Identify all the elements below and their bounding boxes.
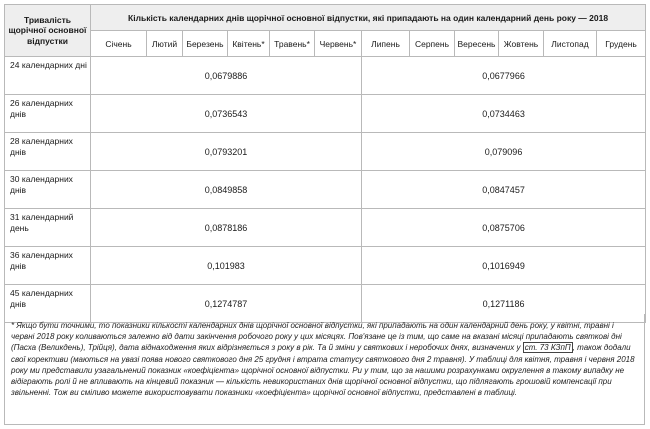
table-row <box>5 209 646 247</box>
row-label: 36 календарних днів <box>5 247 91 285</box>
months-row <box>5 31 646 57</box>
value-first-half: 0,0849858 <box>91 171 362 209</box>
month-header: Квітень* <box>228 31 270 57</box>
month-header: Серпень <box>410 31 455 57</box>
month-header: Вересень <box>455 31 499 57</box>
table-row <box>5 247 646 285</box>
row-label: 26 календарних днів <box>5 95 91 133</box>
row-label: 31 календарний день <box>5 209 91 247</box>
month-header: Березень <box>183 31 228 57</box>
vacation-coefficient-table <box>4 4 646 323</box>
footnote-text-start: * Якщо бути точними, то показники кількості календарних днів щорічної основної відпустки, які припадають на один календарний день року, у квітні, травні і червні 2018 року коливаються залежно від дати закінчення робочого року у цих місяцях. Пов'язане це із тим, що саме на вказані місяці припадають святкові дні (Пасха (Великдень), Трійця), дата віднаходження яких відрізняється з року в рік. Та й зміни у святкових і неробочих днях, визначених у <box>11 321 622 353</box>
month-header: Липень <box>362 31 410 57</box>
month-header: Лютий <box>147 31 183 57</box>
month-header: Червень* <box>315 31 362 57</box>
month-header: Жовтень <box>499 31 544 57</box>
table-row <box>5 95 646 133</box>
month-header: Грудень <box>597 31 646 57</box>
value-second-half: 0,0875706 <box>362 209 646 247</box>
table-title: Кількість календарних днів щорічної основної відпустки, які припадають на один календарний день року — 2018 <box>91 5 646 31</box>
row-label: 24 календарних дні <box>5 57 91 95</box>
table-row <box>5 171 646 209</box>
value-second-half: 0,0847457 <box>362 171 646 209</box>
value-second-half: 0,0734463 <box>362 95 646 133</box>
month-header: Листопад <box>544 31 597 57</box>
law-article-link[interactable]: ст. 73 КЗпП <box>524 343 571 353</box>
duration-header: Тривалість щорічної основної відпустки <box>5 5 91 57</box>
table-row <box>5 133 646 171</box>
value-second-half: 0,1271186 <box>362 285 646 323</box>
value-first-half: 0,0878186 <box>91 209 362 247</box>
value-second-half: 0,0677966 <box>362 57 646 95</box>
table-row <box>5 57 646 95</box>
row-label: 45 календарних днів <box>5 285 91 323</box>
value-second-half: 0,079096 <box>362 133 646 171</box>
value-first-half: 0,0736543 <box>91 95 362 133</box>
value-first-half: 0,0793201 <box>91 133 362 171</box>
value-first-half: 0,0679886 <box>91 57 362 95</box>
value-first-half: 0,1274787 <box>91 285 362 323</box>
footnote <box>4 314 645 425</box>
value-first-half: 0,101983 <box>91 247 362 285</box>
value-second-half: 0,1016949 <box>362 247 646 285</box>
month-header: Січень <box>91 31 147 57</box>
month-header: Травень* <box>270 31 315 57</box>
footnote-text-end: , також додали свої корективи (маються на увазі поява нового святкового дня 25 грудня і втрата статусу святкового дня 2 травня). У таблиці для квітня, травня і червня 2018 року ми представили узагальнений показник «коефіцієнта» щорічної основної відпустки. Ри у тим, що за нашими розрахунками округлення в такому випадку не відіграють ролі й не впливають на кінцевий показник — кількість невикористаних днів щорічної основної відпустки, що підлягають грошовій компенсації при звільненні. Тож ви сміливо можете використовувати показники «коефіцієнта» щорічної основної відпустки, представлені в таблиці. <box>11 343 635 398</box>
row-label: 28 календарних днів <box>5 133 91 171</box>
row-label: 30 календарних днів <box>5 171 91 209</box>
